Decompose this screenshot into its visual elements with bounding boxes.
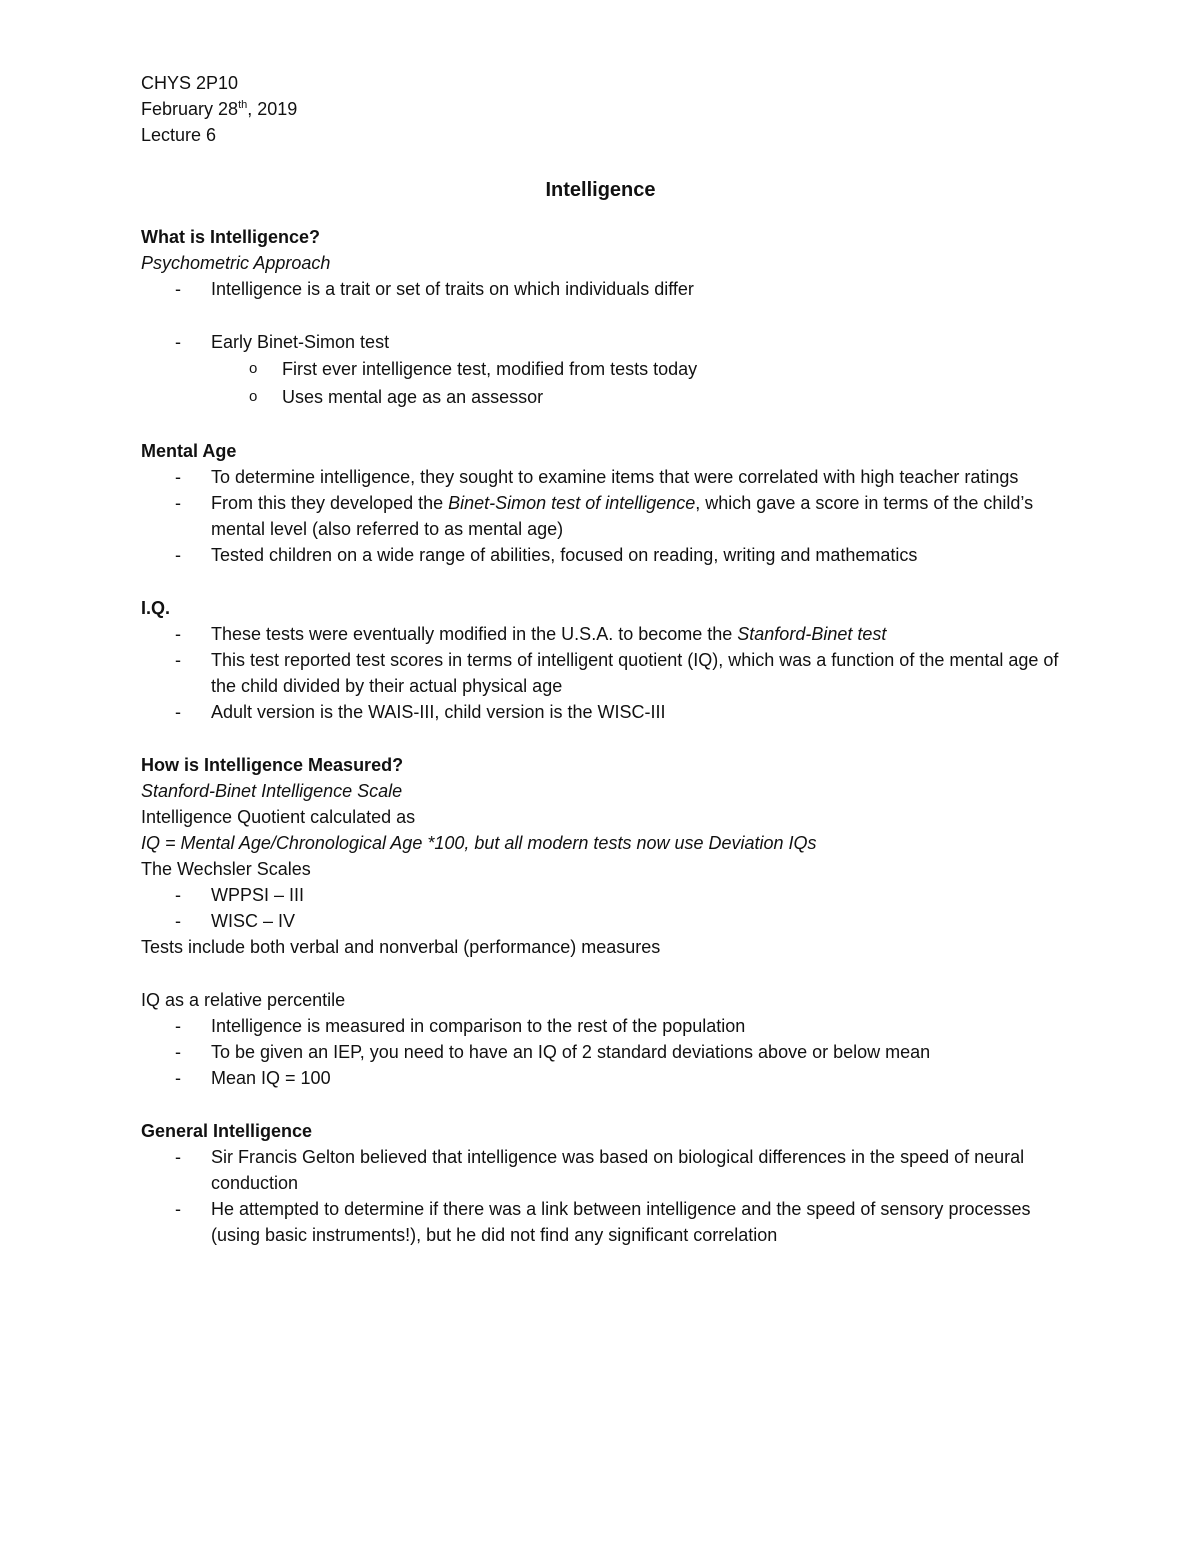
sub-list-item: o First ever intelligence test, modified from tests today	[249, 359, 698, 379]
list-item: - This test reported test scores in terms of intelligent quotient (IQ), which was a function of the mental age of the child divided by their actual physical age	[175, 650, 1059, 696]
list-item: - Early Binet-Simon test	[175, 332, 390, 352]
list-item: - Tested children on a wide range of abilities, focused on reading, writing and mathematics	[175, 545, 918, 565]
list-item: - WISC – IV	[175, 911, 296, 931]
subheading-psychometric: Psychometric Approach	[141, 253, 331, 273]
list-item: - WPPSI – III	[175, 885, 305, 905]
wechsler-scales: The Wechsler Scales	[141, 859, 311, 879]
lecture-date: February 28th, 2019	[141, 99, 298, 119]
list-item: - To determine intelligence, they sought to examine items that were correlated with high teacher ratings	[175, 467, 1019, 487]
list-item: - Intelligence is measured in comparison to the rest of the population	[175, 1016, 746, 1036]
section-heading-general-intelligence: General Intelligence	[141, 1121, 313, 1141]
course-code: CHYS 2P10	[141, 73, 239, 93]
section-heading-relative-percentile: IQ as a relative percentile	[141, 990, 346, 1010]
tests-include-line: Tests include both verbal and nonverbal (performance) measures	[141, 937, 661, 957]
list-item: - To be given an IEP, you need to have an IQ of 2 standard deviations above or below mean	[175, 1042, 931, 1062]
page-title: Intelligence	[545, 179, 656, 201]
sub-list-item: o Uses mental age as an assessor	[249, 387, 544, 407]
lecture-number: Lecture 6	[141, 125, 217, 145]
section-heading-iq: I.Q.	[141, 598, 171, 618]
list-item: - Adult version is the WAIS-III, child version is the WISC-III	[175, 702, 666, 722]
list-item: - Mean IQ = 100	[175, 1068, 331, 1088]
iq-formula: IQ = Mental Age/Chronological Age *100, but all modern tests now use Deviation IQs	[141, 833, 817, 853]
section-heading-mental-age: Mental Age	[141, 441, 237, 461]
iq-calc-line: Intelligence Quotient calculated as	[141, 807, 416, 827]
list-item: - These tests were eventually modified in the U.S.A. to become the Stanford-Binet test	[175, 624, 887, 644]
list-item: - From this they developed the Binet-Simon test of intelligence, which gave a score in terms of the child’s mental level (also referred to as mental age)	[175, 493, 1034, 539]
subheading-stanford-binet-scale: Stanford-Binet Intelligence Scale	[141, 781, 403, 801]
list-item: - Sir Francis Gelton believed that intelligence was based on biological differences in the speed of neural conduction	[175, 1147, 1025, 1193]
list-item: - Intelligence is a trait or set of traits on which individuals differ	[175, 279, 694, 299]
section-heading-how-measured: How is Intelligence Measured?	[141, 755, 404, 775]
section-heading-what-is-intelligence: What is Intelligence?	[141, 227, 321, 247]
list-item: - He attempted to determine if there was a link between intelligence and the speed of sensory processes (using basic instruments!), but he did not find any significant correlation	[175, 1199, 1031, 1245]
